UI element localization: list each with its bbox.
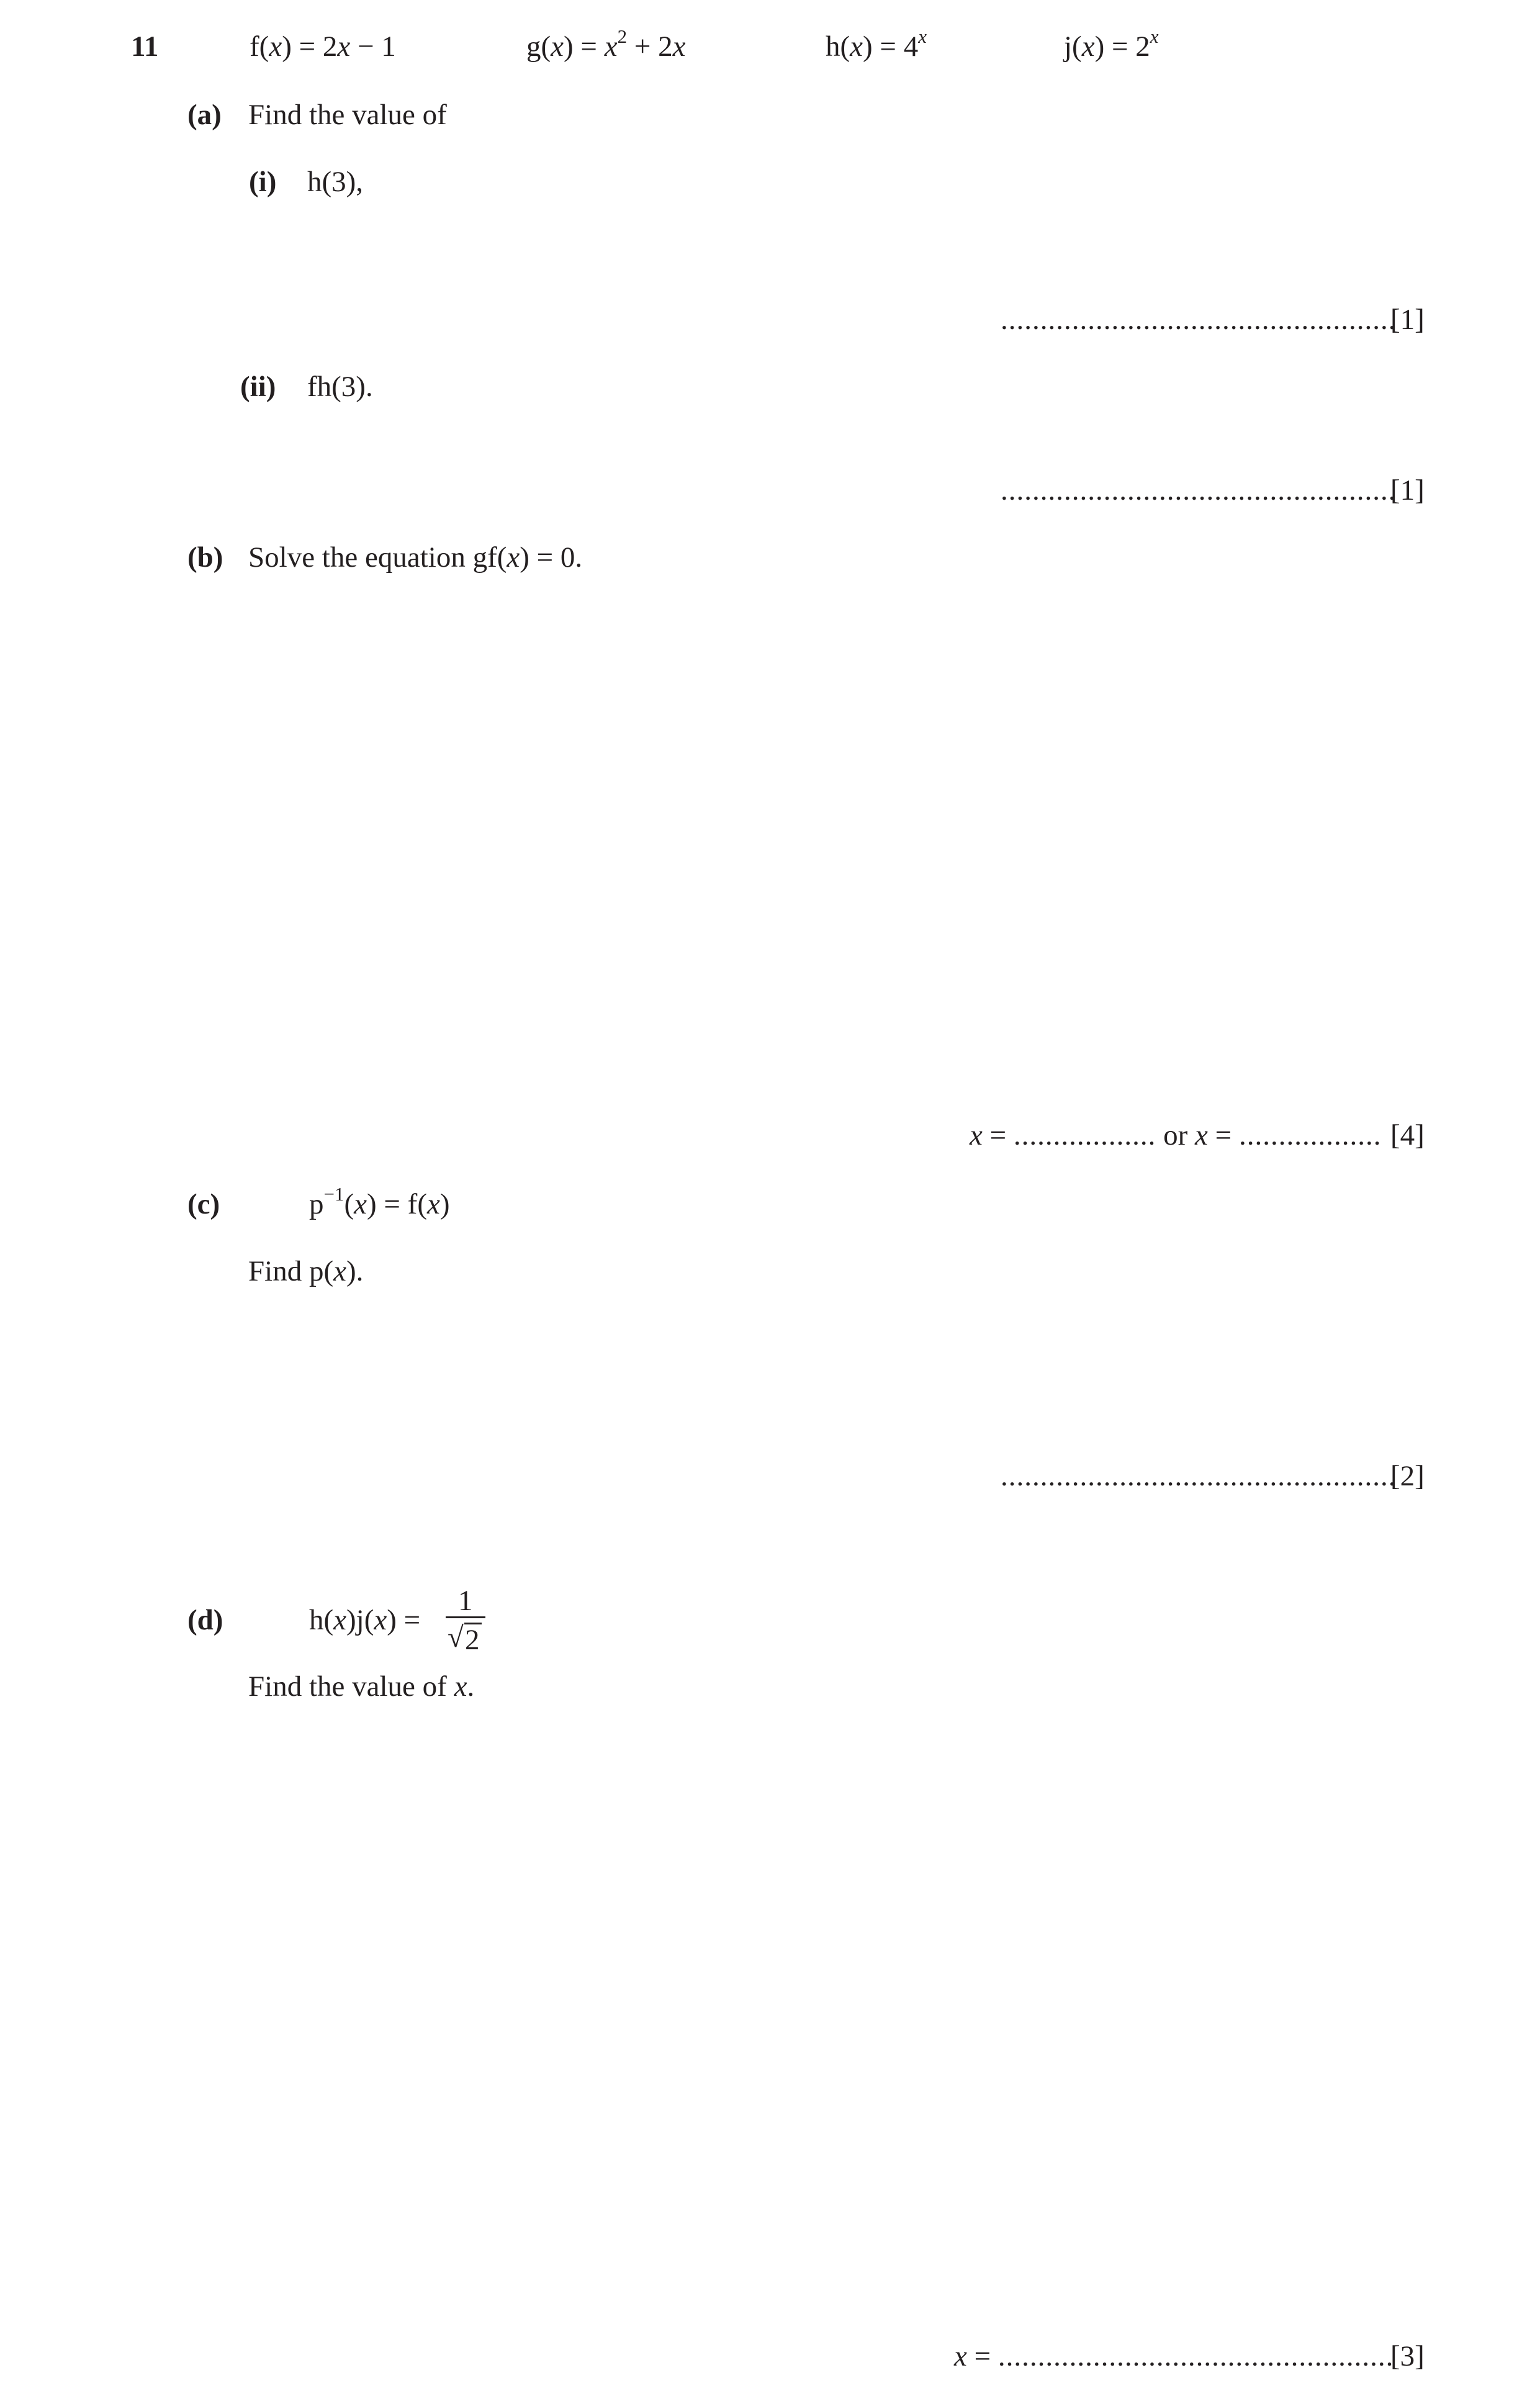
part-c-prompt-pre: Find p( [248,1255,334,1287]
j-var: x [1081,30,1095,63]
part-b-eq1: = [982,1119,1014,1151]
part-c-equation [309,1183,450,1220]
part-c-prompt [248,1257,363,1286]
part-c-open: ( [344,1188,354,1220]
part-a-ii-text: fh(3). [307,371,373,403]
g-rhs-post: + 2 [627,30,673,63]
part-b-x1: x [970,1119,983,1151]
part-b-prompt-pre: Solve the equation gf( [248,541,507,574]
part-a-ii-marks: [1] [1390,474,1425,507]
part-d-prompt-var: x [454,1670,467,1703]
part-d-lhs3: ) = [387,1604,421,1636]
part-a-prompt: Find the value of [248,99,447,131]
h-exp: x [918,25,927,48]
function-f [250,32,396,61]
part-b-label: (b) [187,541,223,574]
g-var: x [551,30,564,63]
part-c-p: p [309,1188,324,1220]
function-j [1064,25,1159,63]
part-d-answer [954,2342,1394,2371]
f-lhs: f( [250,30,269,63]
part-b-prompt-post: ) = 0. [520,541,583,574]
part-d-equation-lhs [309,1606,420,1635]
f-rhs-var: x [337,30,351,63]
f-rhs-post: − 1 [350,30,396,63]
part-c-prompt-post: ). [346,1255,364,1287]
part-d-numerator: 1 [458,1585,473,1617]
part-b-answer-line-1[interactable]: .................. [1013,1119,1156,1151]
part-a-i-answer-line[interactable]: .................................................. [1001,304,1397,336]
j-rhs-pre: ) = 2 [1094,30,1150,63]
h-lhs: h( [826,30,850,63]
question-number: 11 [131,30,159,63]
g-rhs-pre: ) = [564,30,605,63]
part-a-i-label: (i) [249,166,277,198]
f-var: x [269,30,282,63]
part-a-i-marks: [1] [1390,304,1425,336]
h-var: x [850,30,863,63]
part-b-marks: [4] [1390,1119,1425,1151]
part-c-label: (c) [187,1188,220,1220]
part-b-answer-line-2[interactable]: .................. [1238,1119,1382,1151]
part-c-answer-line[interactable]: .................................................. [1001,1460,1397,1492]
part-d-marks: [3] [1390,2340,1425,2372]
f-rhs-pre: ) = 2 [282,30,338,63]
part-c-exp: −1 [323,1183,344,1205]
part-d-label: (d) [187,1604,223,1636]
part-d-lhs1: h( [309,1604,334,1636]
part-c-prompt-var: x [333,1255,346,1287]
part-d-x: x [954,2340,967,2372]
part-c-var2: x [426,1188,440,1220]
g-exp: 2 [617,25,628,48]
part-d-prompt-pre: Find the value of [248,1670,454,1703]
j-lhs: j( [1064,30,1082,63]
part-d-fraction-bar [446,1616,485,1618]
part-d-prompt [248,1672,474,1701]
function-h [826,25,927,63]
part-b-prompt-var: x [507,541,520,574]
part-b-prompt [248,543,582,572]
part-b-answer [970,1121,1381,1150]
part-a-ii-label: (ii) [240,371,276,403]
part-d-radicand: 2 [465,1624,480,1656]
part-c-close: ) [439,1188,450,1220]
part-a-i-text: h(3), [307,166,364,198]
function-g [526,25,686,63]
part-b-x2: x [1195,1119,1208,1151]
part-d-prompt-post: . [467,1670,475,1703]
h-rhs-pre: ) = 4 [863,30,919,63]
part-c-mid: ) = f( [367,1188,427,1220]
part-d-var1: x [333,1604,347,1636]
g-rhs-var: x [672,30,686,63]
part-d-var2: x [374,1604,387,1636]
part-d-answer-line[interactable]: .................................................. [997,2340,1394,2372]
j-exp: x [1150,25,1159,48]
g-base: x [604,30,618,63]
g-lhs: g( [526,30,551,63]
part-d-eq: = [966,2340,998,2372]
part-a-ii-answer-line[interactable]: .................................................. [1001,474,1397,507]
part-d-radical: √ [448,1621,464,1654]
part-b-eq2: = [1207,1119,1239,1151]
part-b-or: or [1156,1119,1196,1151]
part-c-var: x [354,1188,367,1220]
part-c-marks: [2] [1390,1460,1425,1492]
part-a-label: (a) [187,99,222,131]
part-d-lhs2: )j( [346,1604,374,1636]
